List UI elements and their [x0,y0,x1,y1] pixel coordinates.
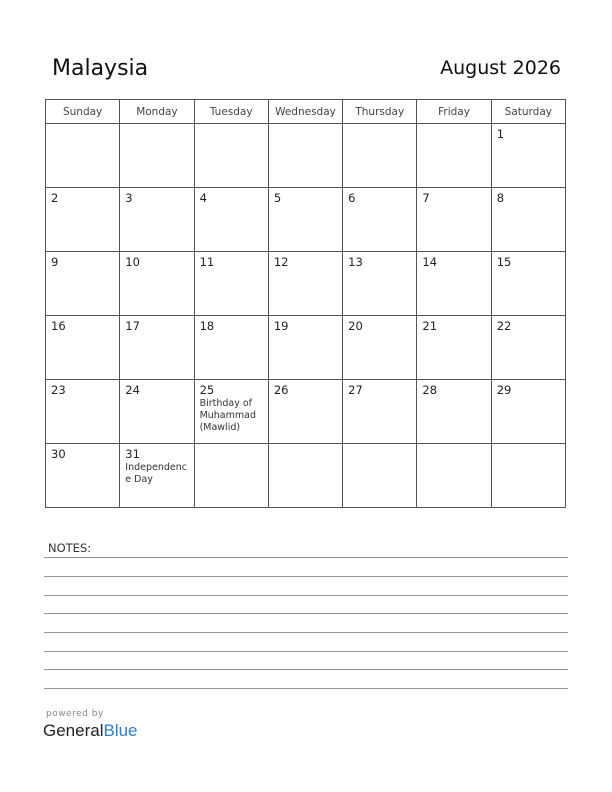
day-number: 19 [273,319,289,333]
day-number: 31 [125,447,140,461]
note-line [44,651,568,652]
day-cell [46,380,120,444]
notes-label: NOTES: [48,541,92,555]
day-cell [46,444,120,508]
brand-general: General [43,721,104,740]
day-cell [268,444,342,508]
note-line [44,613,568,614]
month-title: August 2026 [440,57,561,79]
brand-blue: Blue [103,721,138,740]
day-number: 14 [422,255,438,269]
day-cell [194,316,268,380]
weekday-header: Monday [120,100,194,124]
note-line [44,595,568,596]
day-number: 15 [496,255,512,269]
holiday-label: Birthday of Muhammad (Mawlid) [199,398,256,433]
weekday-header: Sunday [46,100,120,124]
day-cell [120,124,194,188]
day-number: 18 [199,319,215,333]
day-cell [120,188,194,252]
note-line [44,557,568,558]
day-number: 11 [199,255,215,269]
day-number: 4 [199,191,207,205]
day-number: 20 [348,319,363,333]
note-line [44,688,568,689]
day-number: 12 [273,255,289,269]
day-number: 25 [199,383,215,397]
day-number: 8 [496,191,505,205]
day-cell [491,124,565,188]
day-cell [343,380,417,444]
note-line [44,669,568,670]
day-cell [194,252,268,316]
week-row [46,188,566,252]
day-cell [120,252,194,316]
day-cell [46,252,120,316]
day-number: 24 [125,383,140,397]
day-number: 26 [273,383,289,397]
day-number: 29 [496,383,512,397]
weekday-header: Wednesday [268,100,342,124]
day-cell [343,444,417,508]
day-cell [268,380,342,444]
day-cell [417,444,491,508]
day-number: 3 [125,191,133,205]
day-cell [46,188,120,252]
day-number: 16 [51,319,66,333]
day-number: 9 [51,255,59,269]
brand-logo [43,721,138,741]
day-cell [343,188,417,252]
day-cell [417,252,491,316]
day-number: 22 [496,319,512,333]
day-cell [417,380,491,444]
weekday-header-row [46,100,566,124]
day-cell [194,380,268,444]
day-cell [268,252,342,316]
day-cell [46,316,120,380]
day-cell [268,188,342,252]
week-row [46,124,566,188]
day-cell [417,188,491,252]
day-number: 28 [422,383,438,397]
day-cell [194,124,268,188]
day-cell [491,444,565,508]
note-line [44,576,568,577]
day-number: 27 [348,383,363,397]
day-cell [46,124,120,188]
day-number: 1 [496,127,505,141]
day-cell [268,316,342,380]
weekday-header: Saturday [491,100,565,124]
day-cell [268,124,342,188]
day-cell [491,252,565,316]
day-cell [120,444,194,508]
week-row [46,316,566,380]
calendar-grid [45,99,566,508]
day-number: 21 [422,319,438,333]
week-row [46,380,566,444]
day-number: 23 [51,383,66,397]
day-number: 13 [348,255,363,269]
day-cell [491,316,565,380]
country-title: Malaysia [52,56,149,81]
week-row [46,252,566,316]
day-number: 30 [51,447,66,461]
day-cell [491,380,565,444]
day-cell [343,316,417,380]
holiday-label: Independence Day [125,462,187,485]
day-cell [417,124,491,188]
week-row [46,444,566,508]
day-number: 6 [348,191,356,205]
weekday-header: Friday [417,100,491,124]
weekday-header: Thursday [343,100,417,124]
day-cell [417,316,491,380]
day-cell [343,252,417,316]
day-number: 2 [51,191,59,205]
day-number: 7 [422,191,430,205]
day-number: 5 [273,191,282,205]
day-cell [491,188,565,252]
day-cell [194,188,268,252]
powered-by-text: powered by [46,709,104,719]
day-cell [343,124,417,188]
note-line [44,632,568,633]
day-cell [194,444,268,508]
weekday-header: Tuesday [194,100,268,124]
day-cell [120,316,194,380]
day-cell [120,380,194,444]
day-number: 17 [125,319,140,333]
day-number: 10 [125,255,140,269]
